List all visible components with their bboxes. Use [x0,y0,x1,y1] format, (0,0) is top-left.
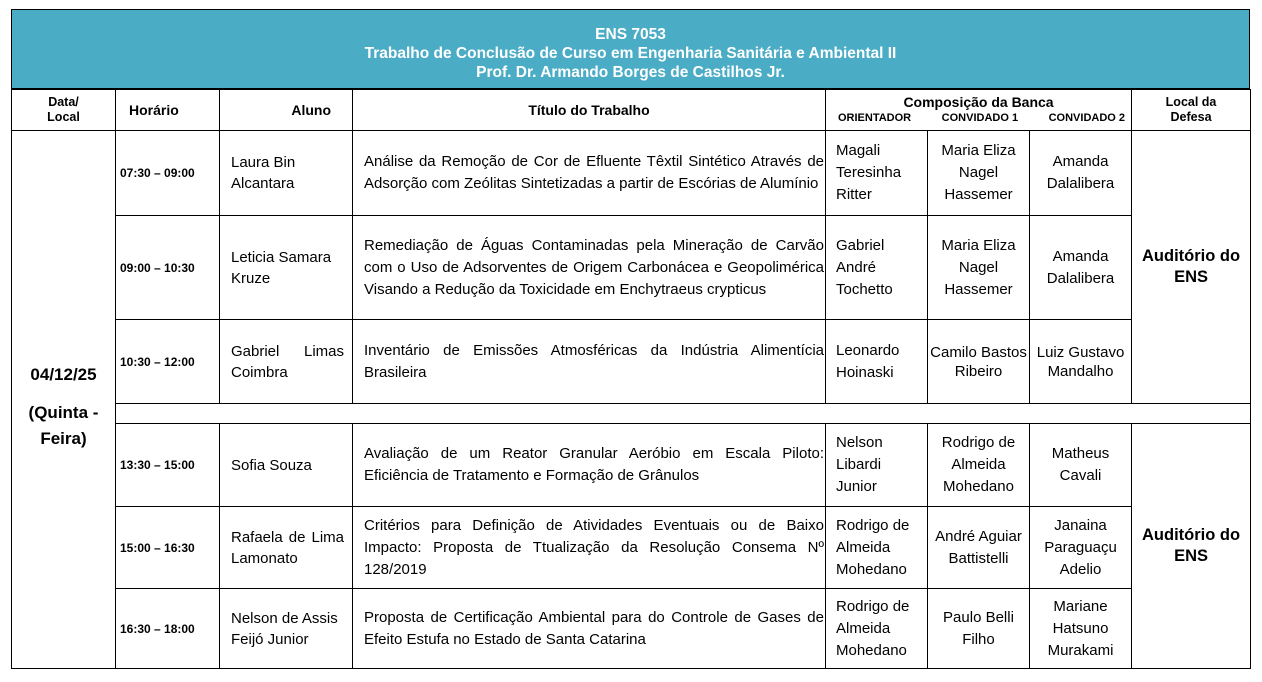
course-name: Trabalho de Conclusão de Curso em Engenharia Sanitária e Ambiental II [364,45,897,62]
table-row [12,507,1251,589]
guest2-cell: Luiz Gustavo Mandalho [1030,320,1132,404]
composicao-title: Composição da Banca [903,94,1054,110]
col-header-orientador: ORIENTADOR [838,112,912,124]
col-header-local-line1: Local da [1165,95,1217,109]
guest1-cell: Maria Eliza Nagel Hassemer [928,131,1030,216]
advisor-cell: Gabriel André Tochetto [826,216,928,320]
professor-name: Prof. Dr. Armando Borges de Castilhos Jr. [476,64,785,81]
advisor-cell: Rodrigo de Almeida Mohedano [826,507,928,589]
guest1-cell: Paulo Belli Filho [928,589,1030,669]
date-cell [12,131,116,669]
guest2-cell: Amanda Dalalibera [1030,131,1132,216]
time-cell: 07:30 – 09:00 [116,131,220,216]
student-cell: Sofia Souza [220,424,353,507]
guest2-cell: Mariane Hatsuno Murakami [1030,589,1132,669]
student-cell: Leticia Samara Kruze [220,216,353,320]
col-header-aluno: Aluno [220,90,353,131]
location-cell-afternoon: Auditório do ENS [1132,424,1251,669]
composicao-subheaders [826,110,1131,126]
student-cell: Laura Bin Alcantara [220,131,353,216]
title-cell: Critérios para Definição de Atividades Eventuais ou de Baixo Impacto: Proposta de Ttualização da Resolução Consema Nº 128/2019 [353,507,826,589]
table-row [12,131,1251,216]
title-cell: Análise da Remoção de Cor de Efluente Têxtil Sintético Através de Adsorção com Zeólitas Sintetizadas a partir de Escórias de Alumínio [353,131,826,216]
col-header-data-line: Data/ [48,95,79,109]
guest1-cell: André Aguiar Battistelli [928,507,1030,589]
date-day: 04/12/25 [30,364,97,384]
guest2-cell: Matheus Cavali [1030,424,1132,507]
schedule-table [11,89,1251,669]
schedule-sheet [11,9,1250,669]
break-cell [116,404,1251,424]
advisor-cell: Magali Teresinha Ritter [826,131,928,216]
date-weekday-line1: (Quinta - [28,402,99,422]
col-header-titulo: Título do Trabalho [353,90,826,131]
student-cell: Gabriel Limas Coimbra [220,320,353,404]
guest2-cell: Amanda Dalalibera [1030,216,1132,320]
student-cell: Nelson de Assis Feijó Junior [220,589,353,669]
col-header-local [1132,90,1251,131]
col-header-local-line2: Defesa [1170,110,1212,124]
col-header-convidado1: CONVIDADO 1 [941,112,1019,124]
time-cell: 13:30 – 15:00 [116,424,220,507]
guest2-cell: Janaina Paraguaçu Adelio [1030,507,1132,589]
advisor-cell: Rodrigo de Almeida Mohedano [826,589,928,669]
table-row [12,320,1251,404]
student-cell: Rafaela de Lima Lamonato [220,507,353,589]
col-header-data-local [12,90,116,131]
guest1-cell: Maria Eliza Nagel Hassemer [928,216,1030,320]
col-header-horario: Horário [116,90,220,131]
header-banner [11,9,1250,89]
title-cell: Remediação de Águas Contaminadas pela Mineração de Carvão com o Uso de Adsorventes de Origem Carbonácea e Geopolimérica Visando a Redução da Toxicidade em Enchytraeus crypticus [353,216,826,320]
advisor-cell: Leonardo Hoinaski [826,320,928,404]
location-cell-morning: Auditório do ENS [1132,131,1251,404]
time-cell: 09:00 – 10:30 [116,216,220,320]
time-cell: 10:30 – 12:00 [116,320,220,404]
table-row [12,589,1251,669]
guest1-cell: Camilo Bastos Ribeiro [928,320,1030,404]
time-cell: 15:00 – 16:30 [116,507,220,589]
advisor-cell: Nelson Libardi Junior [826,424,928,507]
table-row [12,424,1251,507]
table-row [12,216,1251,320]
col-header-composicao [826,90,1132,131]
time-cell: 16:30 – 18:00 [116,589,220,669]
column-header-row [12,90,1251,131]
title-cell: Inventário de Emissões Atmosféricas da Indústria Alimentícia Brasileira [353,320,826,404]
col-header-local-line: Local [47,110,80,124]
date-weekday-line2: Feira) [40,428,87,448]
break-row [12,404,1251,424]
course-code: ENS 7053 [595,26,666,43]
guest1-cell: Rodrigo de Almeida Mohedano [928,424,1030,507]
title-cell: Avaliação de um Reator Granular Aeróbio em Escala Piloto: Eficiência de Tratamento e Formação de Grânulos [353,424,826,507]
col-header-convidado2: CONVIDADO 2 [1048,112,1126,124]
title-cell: Proposta de Certificação Ambiental para do Controle de Gases de Efeito Estufa no Estado de Santa Catarina [353,589,826,669]
